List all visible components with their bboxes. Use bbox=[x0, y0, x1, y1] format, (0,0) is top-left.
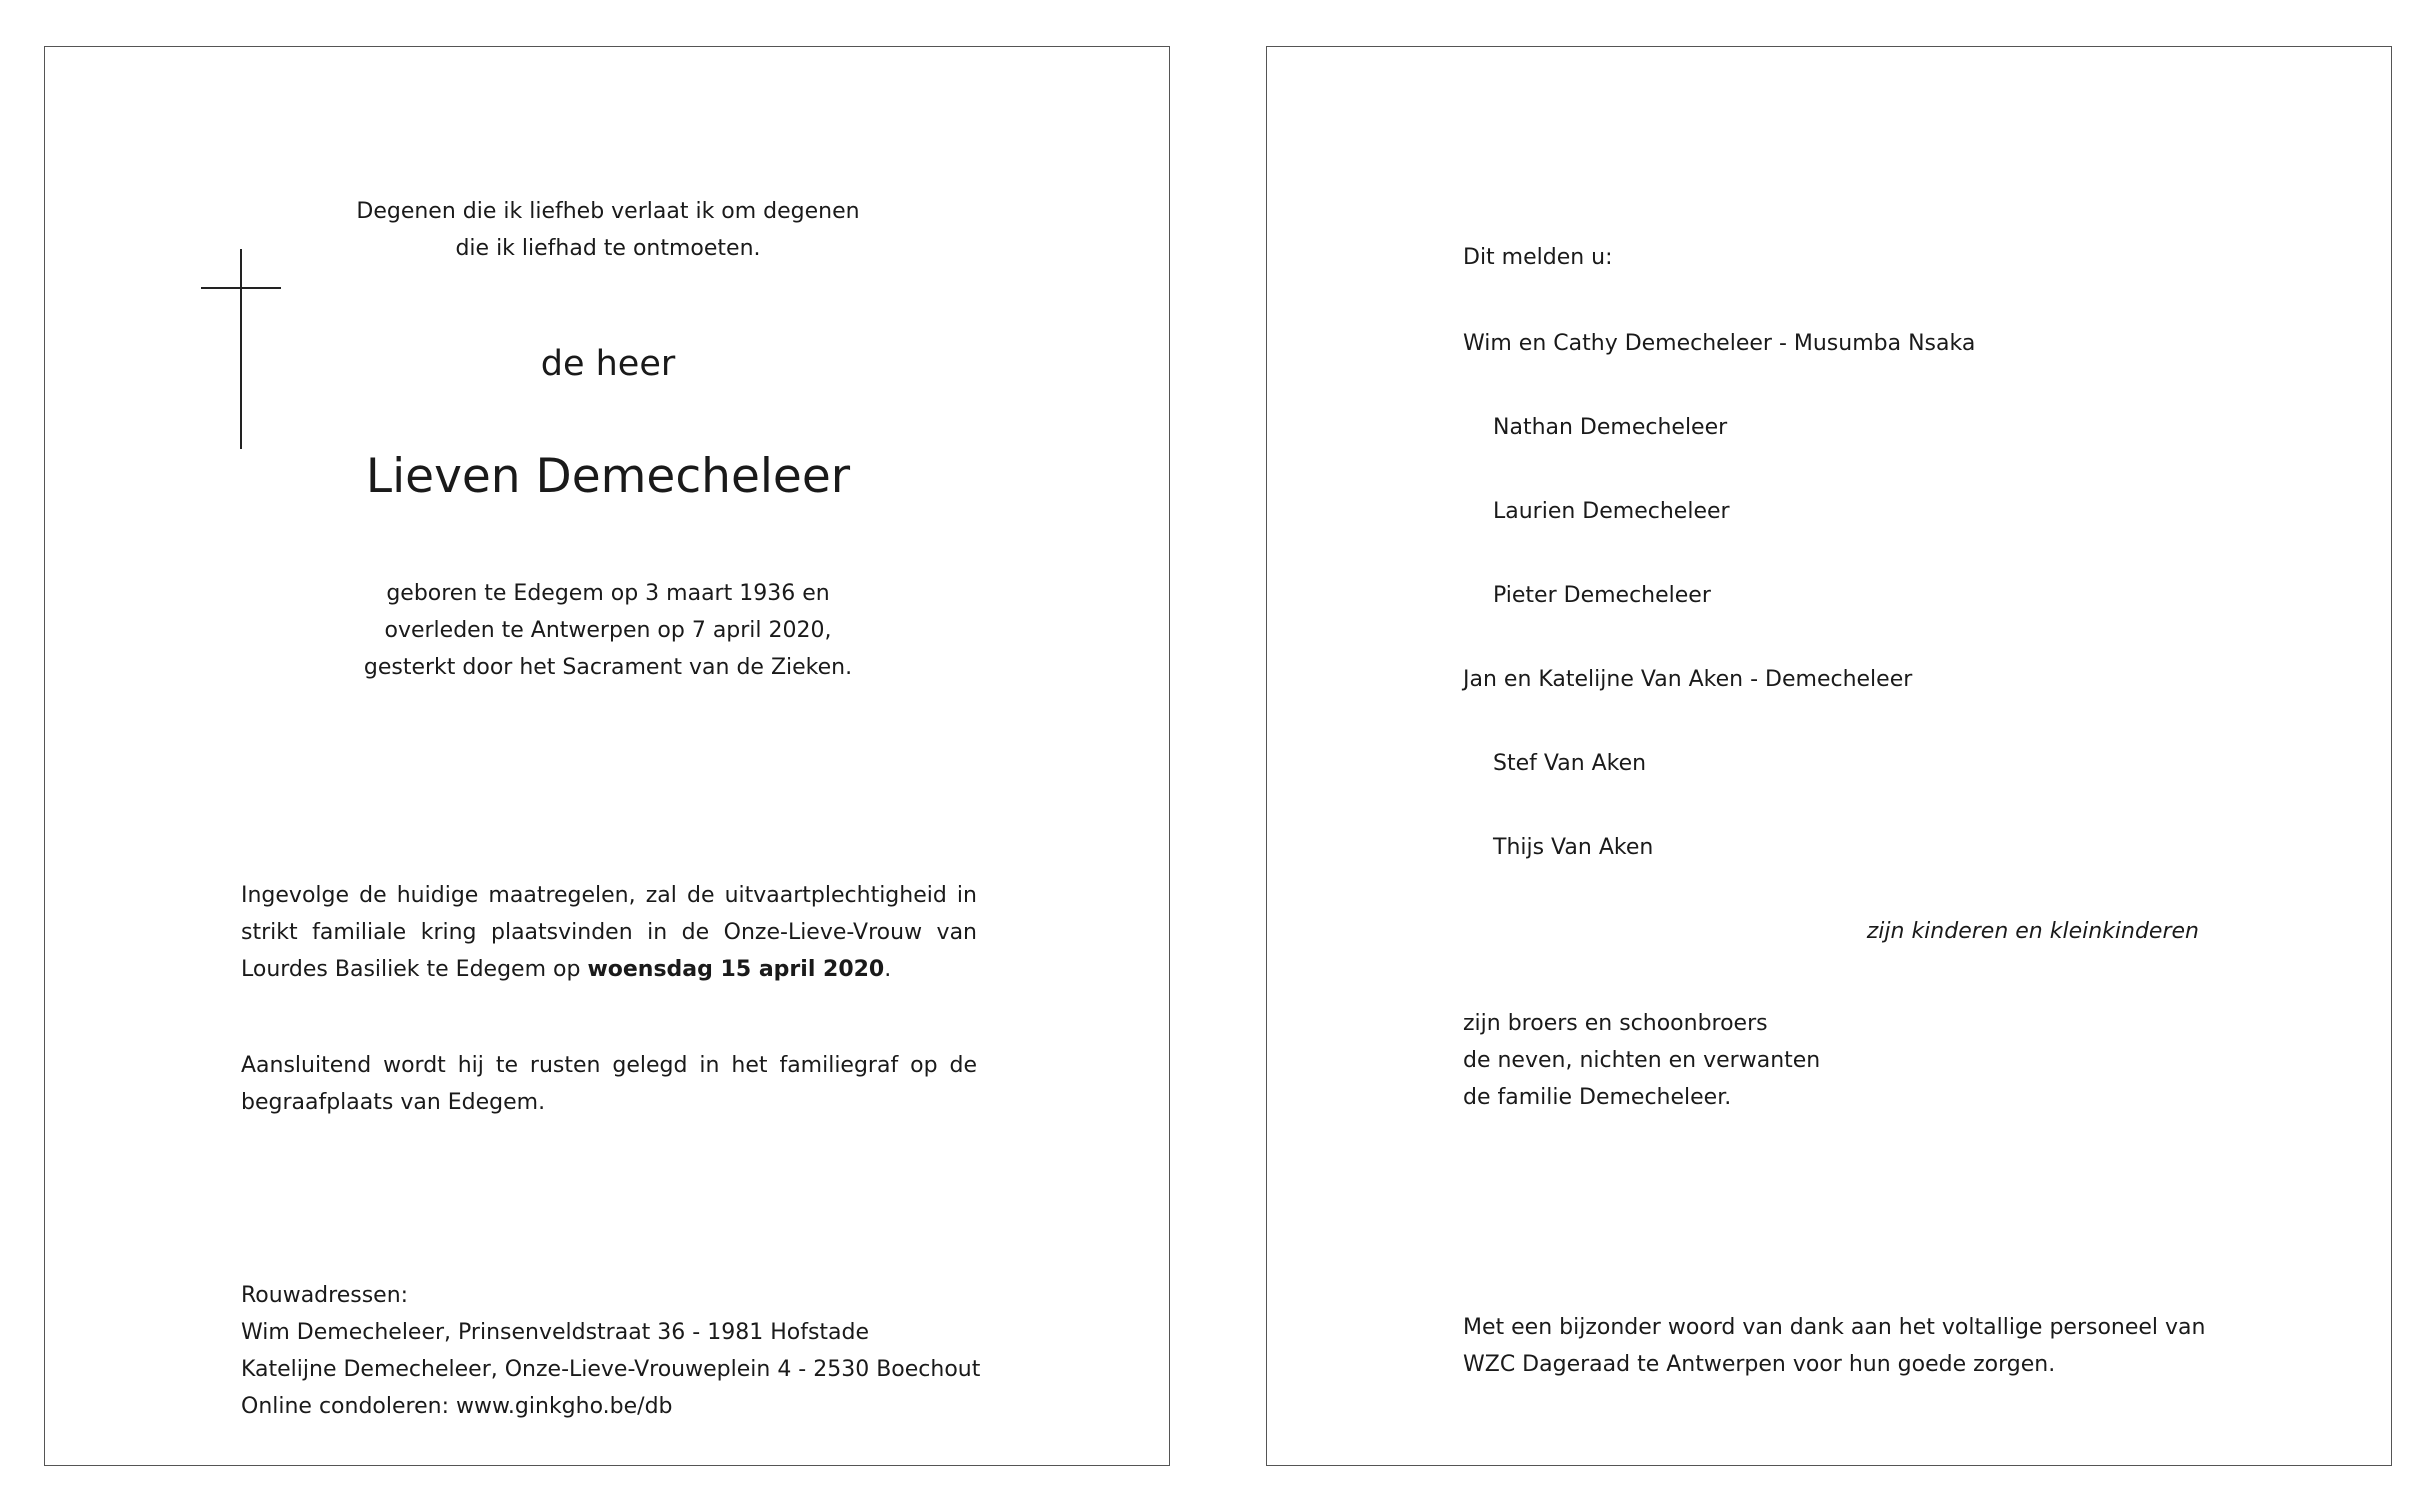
cross-icon-bar bbox=[201, 287, 281, 289]
intro-text: Dit melden u: bbox=[1463, 245, 1613, 270]
family-line: Jan en Katelijne Van Aken - Demecheleer bbox=[1463, 667, 1913, 692]
thanks-line: WZC Dageraad te Antwerpen voor hun goede zorgen. bbox=[1463, 1352, 2056, 1377]
online-condolence: Online condoleren: www.ginkgho.be/db bbox=[241, 1394, 673, 1419]
address-line: Katelijne Demecheleer, Onze-Lieve-Vrouweplein 4 - 2530 Boechout bbox=[241, 1357, 981, 1382]
sacrament-line: gesterkt door het Sacrament van de Zieken. bbox=[363, 655, 853, 680]
grandchild-name: Thijs Van Aken bbox=[1493, 835, 1654, 860]
grandchild-name: Stef Van Aken bbox=[1493, 751, 1647, 776]
burial-paragraph: Aansluitend wordt hij te rusten gelegd in het familiegraf op de begraafplaats van Edegem. bbox=[241, 1053, 977, 1115]
addresses bbox=[241, 1277, 1041, 1425]
relative-line: de neven, nichten en verwanten bbox=[1463, 1048, 1821, 1073]
thanks-line: Met een bijzonder woord van dank aan het voltallige personeel van bbox=[1463, 1315, 2206, 1340]
funeral-paragraph bbox=[241, 877, 977, 988]
quote-line: die ik liefhad te ontmoeten. bbox=[455, 236, 761, 261]
quote-line: Degenen die ik liefheb verlaat ik om degenen bbox=[356, 199, 860, 224]
title-heer: de heer bbox=[540, 344, 676, 384]
quote bbox=[45, 193, 1171, 267]
grandchild-name: Nathan Demecheleer bbox=[1493, 415, 1728, 440]
relative-line: zijn broers en schoonbroers bbox=[1463, 1011, 1768, 1036]
relation-caption: zijn kinderen en kleinkinderen bbox=[1866, 919, 2199, 944]
family-line: Wim en Cathy Demecheleer - Musumba Nsaka bbox=[1463, 331, 1976, 356]
death-line: overleden te Antwerpen op 7 april 2020, bbox=[384, 618, 832, 643]
address-line: Wim Demecheleer, Prinsenveldstraat 36 - 1981 Hofstade bbox=[241, 1320, 870, 1345]
birth-death-info bbox=[45, 575, 1171, 686]
funeral-end: . bbox=[884, 957, 892, 982]
deceased-name: Lieven Demecheleer bbox=[365, 449, 851, 504]
funeral-text: Ingevolge de huidige maatregelen, zal de uitvaartplechtigheid in strikt familiale kring plaatsvinden in de Onze-Lieve-Vrouw van Lourdes Basiliek te Edegem op bbox=[241, 883, 977, 982]
right-page bbox=[1266, 46, 2392, 1466]
thanks-paragraph bbox=[1463, 1309, 2205, 1383]
grandchild-name: Laurien Demecheleer bbox=[1493, 499, 1730, 524]
grandchild-name: Pieter Demecheleer bbox=[1493, 583, 1711, 608]
birth-line: geboren te Edegem op 3 maart 1936 en bbox=[386, 581, 830, 606]
other-relatives bbox=[1463, 1005, 1820, 1116]
funeral-date: woensdag 15 april 2020 bbox=[587, 957, 885, 982]
addresses-heading: Rouwadressen: bbox=[241, 1283, 409, 1308]
left-page bbox=[44, 46, 1170, 1466]
relative-line: de familie Demecheleer. bbox=[1463, 1085, 1732, 1110]
